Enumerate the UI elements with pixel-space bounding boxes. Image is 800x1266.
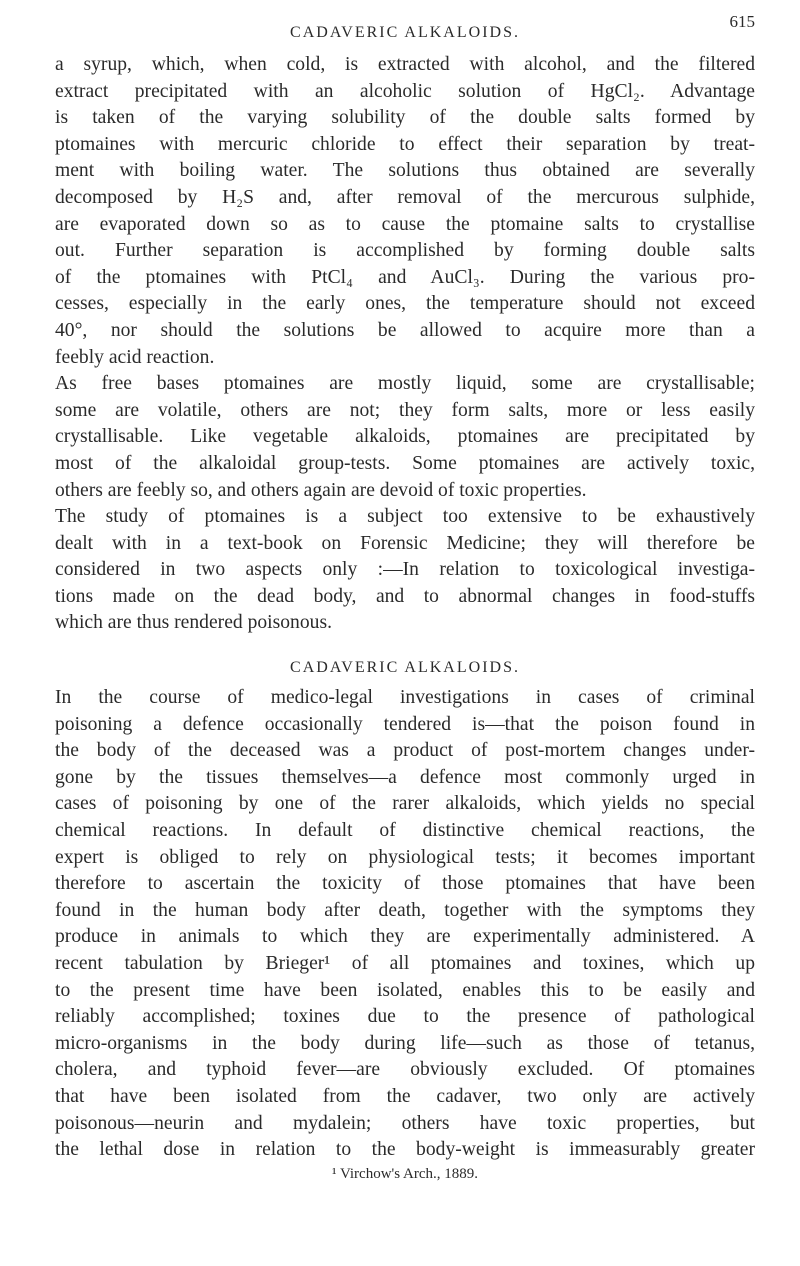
text-line: The study of ptomaines is a subject too extensive to be exhaustively bbox=[55, 506, 755, 528]
text-line: recent tabulation by Brieger¹ of all ptomaines and toxines, which up bbox=[55, 953, 755, 974]
text-line: others are feebly so, and others again are devoid of toxic properties. bbox=[55, 479, 587, 501]
running-head bbox=[55, 12, 755, 52]
text-line: As free bases ptomaines are mostly liquid, some are crystallisable; bbox=[55, 373, 755, 395]
text-line: poisoning a defence occasionally tendered is—that the poison found in bbox=[55, 713, 755, 735]
text-line: to the present time have been isolated, enables this to be easily and bbox=[55, 979, 755, 1001]
text-line: considered in two aspects only :—In relation to toxicological investiga- bbox=[55, 559, 755, 581]
text-line: gone by the tissues themselves—a defence most commonly urged in bbox=[55, 766, 755, 788]
text-line: most of the alkaloidal group-tests. Some ptomaines are actively toxic, bbox=[55, 452, 755, 474]
text-line: crystallisable. Like vegetable alkaloids, ptomaines are precipitated by bbox=[55, 426, 755, 448]
paragraph-cadaveric-alkaloids bbox=[55, 685, 755, 1164]
text-line: cholera, and typhoid fever—are obviously excluded. Of ptomaines bbox=[55, 1059, 755, 1081]
text-line: a syrup, which, when cold, is extracted with alcohol, and the filtered bbox=[55, 54, 755, 75]
text-line: extract precipitated with an alcoholic solution of HgCl₂. Advantage bbox=[55, 80, 755, 102]
text-line: the lethal dose in relation to the body-weight is immeasurably greater bbox=[55, 1139, 755, 1161]
text-line: feebly acid reaction. bbox=[55, 346, 215, 368]
text-line: of the ptomaines with PtCl₄ and AuCl₃. During the various pro- bbox=[55, 266, 755, 288]
text-line: cases of poisoning by one of the rarer alkaloids, which yields no special bbox=[55, 793, 755, 815]
section-heading: CADAVERIC ALKALOIDS. bbox=[290, 659, 520, 677]
text-line: tions made on the dead body, and to abnormal changes in food-stuffs bbox=[55, 585, 755, 607]
text-line: poisonous—neurin and mydalein; others have toxic properties, but bbox=[55, 1112, 755, 1134]
text-line: 40°, nor should the solutions be allowed to acquire more than a bbox=[55, 319, 755, 341]
paragraph-study-scope bbox=[55, 504, 755, 637]
text-line: therefore to ascertain the toxicity of those ptomaines that have been bbox=[55, 873, 755, 895]
text-line: which are thus rendered poisonous. bbox=[55, 612, 332, 634]
text-line: expert is obliged to rely on physiological tests; it becomes important bbox=[55, 846, 755, 868]
paragraph-properties bbox=[55, 371, 755, 504]
text-line: out. Further separation is accomplished by forming double salts bbox=[55, 240, 755, 262]
paragraph-extraction-method bbox=[55, 52, 755, 371]
text-line: found in the human body after death, together with the symptoms they bbox=[55, 899, 755, 921]
book-page bbox=[55, 12, 755, 1183]
text-line: ptomaines with mercuric chloride to effect their separation by treat- bbox=[55, 133, 755, 155]
text-line: is taken of the varying solubility of the double salts formed by bbox=[55, 107, 755, 129]
text-line: decomposed by H₂S and, after removal of the mercurous sulphide, bbox=[55, 186, 755, 208]
text-line: ment with boiling water. The solutions thus obtained are severally bbox=[55, 160, 755, 182]
text-line: some are volatile, others are not; they form salts, more or less easily bbox=[55, 399, 755, 421]
text-line: micro-organisms in the body during life—such as those of tetanus, bbox=[55, 1032, 755, 1054]
text-line: chemical reactions. In default of distinctive chemical reactions, the bbox=[55, 820, 755, 842]
text-line: reliably accomplished; toxines due to the presence of pathological bbox=[55, 1006, 755, 1028]
text-line: In the course of medico-legal investigations in cases of criminal bbox=[55, 687, 755, 709]
text-line: the body of the deceased was a product of post-mortem changes under- bbox=[55, 740, 755, 762]
footnote: ¹ Virchow's Arch., 1889. bbox=[331, 1165, 478, 1182]
text-line: that have been isolated from the cadaver, two only are actively bbox=[55, 1085, 755, 1107]
page-number: 615 bbox=[729, 12, 755, 31]
text-line: dealt with in a text-book on Forensic Medicine; they will therefore be bbox=[55, 532, 755, 554]
text-line: produce in animals to which they are experimentally administered. A bbox=[55, 926, 755, 948]
text-line: are evaporated down so as to cause the ptomaine salts to crystallise bbox=[55, 213, 755, 235]
running-title: CADAVERIC ALKALOIDS. bbox=[290, 24, 520, 41]
text-line: cesses, especially in the early ones, the temperature should not exceed bbox=[55, 293, 755, 315]
